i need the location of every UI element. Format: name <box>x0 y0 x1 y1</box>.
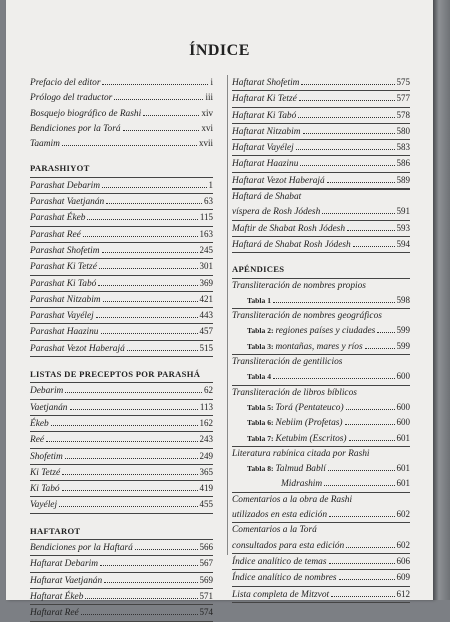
entry-title: Parashat Shofetim <box>30 245 100 256</box>
table-title: montañas, mares y ríos <box>275 341 363 352</box>
translit-libros-block <box>232 386 410 447</box>
toc-entry <box>30 292 213 308</box>
entry-title: Maftir de Shabat Rosh Jódesh <box>232 223 346 234</box>
toc-entry <box>30 400 213 416</box>
entry-title: Haftarat Ki Tetzé <box>232 94 297 105</box>
table-label: Tabla 7: <box>247 433 274 443</box>
page-number: 598 <box>396 294 410 305</box>
page-number: 115 <box>199 212 213 223</box>
toc-entry <box>232 75 410 91</box>
entry-title: víspera de Rosh Jódesh <box>232 207 321 218</box>
dot-leader <box>365 348 395 349</box>
translit-geo-block <box>232 309 410 355</box>
dot-leader <box>328 470 395 471</box>
entry-title: Reé <box>30 435 45 446</box>
toc-entry <box>30 243 213 259</box>
entry-title: Haftarat Nitzabim <box>232 126 301 137</box>
toc-entry <box>30 589 213 605</box>
dot-leader <box>303 133 395 134</box>
page-number: 365 <box>199 466 213 477</box>
page-number: 162 <box>199 417 213 428</box>
comentarios-obra-block <box>232 493 410 524</box>
toc-entry <box>232 431 410 446</box>
entry-title: Prefacio del editor <box>30 78 101 88</box>
book-edge <box>433 0 450 600</box>
toc-entry <box>232 108 410 124</box>
dot-leader <box>345 424 395 425</box>
toc-entry <box>30 227 213 243</box>
toc-entry <box>232 156 410 172</box>
toc-entry <box>30 75 213 90</box>
page-number: i <box>210 77 213 87</box>
dot-leader <box>298 117 394 118</box>
dot-leader <box>123 130 200 131</box>
page-number: xiv <box>201 107 213 118</box>
page-number: 591 <box>396 206 410 217</box>
table-title: Talmud Bablí <box>275 464 326 475</box>
dot-leader <box>143 115 199 116</box>
toc-entry <box>30 605 213 621</box>
toc-entry <box>30 121 213 136</box>
page-number: 589 <box>396 174 410 185</box>
book-page <box>6 0 433 619</box>
dot-leader <box>102 84 208 85</box>
page-number: 599 <box>396 340 410 351</box>
entry-title: Ki Tetzé <box>30 467 61 478</box>
toc-entry <box>232 554 410 570</box>
translit-gent-block <box>232 355 410 386</box>
comentarios-tora-line1: Comentarios a la Torá <box>232 525 317 536</box>
dot-leader <box>322 213 394 214</box>
page-number: 578 <box>396 109 410 120</box>
entry-title: Taamim <box>30 139 60 150</box>
dot-leader <box>327 182 395 183</box>
dot-leader <box>106 203 202 204</box>
haftarot-list-right <box>232 75 410 190</box>
toc-entry <box>232 339 410 354</box>
shabat-list <box>232 204 410 253</box>
entry-title: Lista completa de Mitzvot <box>232 589 330 600</box>
entry-title: Haftarat Ékeb <box>30 591 84 602</box>
dot-leader <box>339 579 395 580</box>
page-number: 601 <box>396 463 410 474</box>
page-number: xvi <box>201 122 213 133</box>
entry-title: Vayélej <box>30 500 58 511</box>
page-number: 515 <box>199 342 213 353</box>
page-number: 113 <box>199 401 213 412</box>
page-number: 600 <box>396 401 410 412</box>
table-label: Tabla 3: <box>247 341 274 351</box>
toc-entry <box>232 570 410 586</box>
literatura-rows <box>232 461 410 492</box>
table-title: Ketubim (Escritos) <box>275 433 347 444</box>
final-list <box>232 554 410 603</box>
dot-leader <box>101 333 198 334</box>
table-label: Tabla 6: <box>247 418 274 428</box>
page-number: iii <box>205 92 213 103</box>
entry-title: Ki Tabó <box>30 484 60 495</box>
entry-title: Índice analítico de nombres <box>232 573 337 584</box>
entry-title: Prólogo del traductor <box>30 93 113 104</box>
entry-title: Parashat Vezot Haberajá <box>30 343 125 354</box>
entry-title: consultados para esta edición <box>232 540 345 551</box>
table-title: Torá (Pentateuco) <box>275 402 344 413</box>
column-divider <box>227 75 228 555</box>
dot-leader <box>331 596 394 597</box>
dot-leader <box>85 598 197 599</box>
entry-title: Vaetjanán <box>30 402 68 413</box>
entry-title: Parashat Debarim <box>30 180 101 191</box>
entry-title: Haftarat Vayélej <box>232 143 294 154</box>
toc-entry <box>30 481 213 497</box>
entry-title: Parashat Reé <box>30 229 81 240</box>
page-number: 567 <box>199 558 213 569</box>
translit-propios-title: Transliteración de nombres propios <box>232 280 366 291</box>
apendices-header: APÉNDICES <box>232 262 410 278</box>
dot-leader <box>46 441 197 442</box>
page-number: 1 <box>208 179 213 190</box>
parashiyot-header: PARASHIYOT <box>30 161 213 177</box>
entry-title: Debarim <box>30 386 64 397</box>
toc-entry <box>232 461 410 476</box>
toc-entry <box>30 465 213 481</box>
translit-libros-rows <box>232 400 410 446</box>
table-entry <box>232 477 322 491</box>
toc-entry <box>30 308 213 324</box>
toc-entry <box>232 415 410 430</box>
dot-leader <box>81 614 198 615</box>
dot-leader <box>347 230 394 231</box>
page-number: 574 <box>199 607 213 618</box>
table-label: Tabla 8: <box>247 464 274 474</box>
page-number: 63 <box>204 196 213 207</box>
toc-entry <box>30 432 213 448</box>
toc-entry <box>232 221 410 237</box>
table-title: Midrashim <box>281 479 323 490</box>
entry-title: utilizados en esta edición <box>232 510 328 521</box>
page-number: 577 <box>396 93 410 104</box>
entry-title: Haftarat Ki Tabó <box>232 110 297 121</box>
toc-entry <box>232 323 410 338</box>
page-number: 586 <box>396 158 410 169</box>
dot-leader <box>62 490 198 491</box>
toc-entry <box>30 540 213 556</box>
page-number: 609 <box>396 572 410 583</box>
entry-title: Parashat Ékeb <box>30 213 86 224</box>
entry-title: Haftarat Debarim <box>30 559 98 570</box>
toc-entry <box>30 497 213 513</box>
toc-entry <box>30 210 213 226</box>
dot-leader <box>273 302 395 303</box>
toc-entry <box>232 293 410 308</box>
table-label: Tabla 5: <box>247 402 274 412</box>
dot-leader <box>273 378 395 379</box>
listas-header: LISTAS DE PRECEPTOS POR PARASHÁ <box>30 367 213 383</box>
entry-title: Ékeb <box>30 418 49 429</box>
toc-entry <box>30 324 213 340</box>
entry-title: Parashat Vayélej <box>30 311 94 322</box>
entry-title: Shofetim <box>30 451 63 462</box>
toc-entry <box>232 124 410 140</box>
table-label: Tabla 2: <box>247 326 274 336</box>
shabat-label: Haftará de Shabat <box>232 192 302 203</box>
page-number: 600 <box>396 371 410 382</box>
dot-leader <box>70 409 198 410</box>
entry-title: Haftarat Vaetjanán <box>30 575 103 586</box>
entry-title: Haftarat Shofetim <box>232 78 300 88</box>
comentarios-obra-line1: Comentarios a la obra de Rashi <box>232 494 353 505</box>
toc-entry <box>30 259 213 275</box>
toc-entry <box>232 237 410 253</box>
dot-leader <box>65 458 198 459</box>
page-number: 601 <box>396 432 410 443</box>
toc-entry <box>232 140 410 156</box>
dot-leader <box>346 409 395 410</box>
table-title: regiones países y ciudades <box>275 326 376 337</box>
page-number: 443 <box>199 310 213 321</box>
entry-title: Parashat Ki Tetzé <box>30 262 97 273</box>
table-entry <box>232 416 343 430</box>
dot-leader <box>353 246 395 247</box>
page-number: 583 <box>396 142 410 153</box>
entry-title: Bendiciones por la Torá <box>30 123 121 134</box>
parashiyot-list <box>30 178 213 357</box>
dot-leader <box>99 268 198 269</box>
dot-leader <box>100 565 198 566</box>
table-entry <box>232 340 363 354</box>
toc-entry <box>232 538 410 553</box>
toc-entry <box>232 587 410 603</box>
page-number: 580 <box>396 125 410 136</box>
dot-leader <box>62 474 197 475</box>
entry-title: Parashat Haazinu <box>30 327 99 338</box>
dot-leader <box>102 252 198 253</box>
page-number: 569 <box>199 574 213 585</box>
table-title: Nebiim (Profetas) <box>275 418 343 429</box>
page-number: xvii <box>198 138 213 149</box>
comentarios-tora-block <box>232 523 410 554</box>
page-number: 163 <box>199 228 213 239</box>
dot-leader <box>103 301 198 302</box>
dot-leader <box>324 485 394 486</box>
page-number: 601 <box>396 478 410 489</box>
toc-entry <box>232 204 410 220</box>
table-label: Tabla 1 <box>247 295 271 305</box>
table-entry <box>232 401 344 415</box>
page-number: 571 <box>199 590 213 601</box>
toc-entry <box>30 90 213 105</box>
page-number: 249 <box>199 450 213 461</box>
translit-libros-title: Transliteración de libros bíblicos <box>232 387 357 398</box>
dot-leader <box>329 516 394 517</box>
toc-entry <box>232 476 410 491</box>
right-column <box>232 75 410 603</box>
left-column <box>30 75 213 622</box>
entry-title: Parashat Vaetjanán <box>30 197 105 208</box>
front-matter-list <box>30 75 213 151</box>
translit-geo-title: Transliteración de nombres geográficos <box>232 311 382 322</box>
page-number: 369 <box>199 277 213 288</box>
dot-leader <box>127 350 198 351</box>
dot-leader <box>349 440 395 441</box>
toc-entry <box>30 341 213 357</box>
page-number: 600 <box>396 417 410 428</box>
toc-entry <box>30 178 213 194</box>
literatura-title: Literatura rabínica citada por Rashi <box>232 448 370 459</box>
page-number: 566 <box>199 542 213 553</box>
page-number: 599 <box>396 325 410 336</box>
dot-leader <box>65 392 202 393</box>
page-number: 457 <box>199 326 213 337</box>
page-number: 593 <box>396 222 410 233</box>
entry-title: Parashat Nitzabim <box>30 294 101 305</box>
translit-gent-title: Transliteración de gentilicios <box>232 357 343 368</box>
entry-title: Bendiciones por la Haftará <box>30 543 133 554</box>
toc-entry <box>30 573 213 589</box>
translit-geo-rows <box>232 323 410 354</box>
dot-leader <box>87 219 197 220</box>
dot-leader <box>300 165 394 166</box>
dot-leader <box>377 332 394 333</box>
table-label: Tabla 4 <box>247 372 271 382</box>
page-number: 602 <box>396 539 410 550</box>
page-number: 62 <box>204 385 213 396</box>
toc-entry <box>30 383 213 399</box>
page-number: 245 <box>199 244 213 255</box>
page-number: 243 <box>199 434 213 445</box>
entry-title: Bosquejo biográfico de Rashi <box>30 108 142 119</box>
dot-leader <box>299 100 395 101</box>
toc-entry <box>30 449 213 465</box>
entry-title: Parashat Ki Tabó <box>30 278 97 289</box>
dot-leader <box>62 145 197 146</box>
literatura-block <box>232 447 410 493</box>
toc-entry <box>30 106 213 121</box>
toc-entry <box>30 556 213 572</box>
toc-entry <box>30 194 213 210</box>
dot-leader <box>329 563 395 564</box>
haftarot-list-left <box>30 540 213 621</box>
table-entry <box>232 432 347 446</box>
dot-leader <box>104 582 197 583</box>
listas-list <box>30 383 213 513</box>
page-number: 612 <box>396 588 410 599</box>
dot-leader <box>51 425 198 426</box>
page-title: ÍNDICE <box>189 42 250 59</box>
dot-leader <box>98 285 197 286</box>
toc-entry <box>232 369 410 384</box>
haftarot-header: HAFTAROT <box>30 524 213 540</box>
entry-title: Haftarat Reé <box>30 608 79 619</box>
dot-leader <box>135 549 198 550</box>
page-number: 419 <box>199 483 213 494</box>
page-number: 606 <box>396 555 410 566</box>
dot-leader <box>296 149 395 150</box>
translit-propios-block <box>232 279 410 310</box>
toc-entry <box>30 416 213 432</box>
toc-entry <box>30 276 213 292</box>
entry-title: Haftarat Vezot Haberajá <box>232 175 325 186</box>
dot-leader <box>102 187 206 188</box>
entry-title: Haftarat Haazinu <box>232 159 299 170</box>
page-number: 421 <box>199 293 213 304</box>
dot-leader <box>346 547 394 548</box>
toc-entry <box>232 91 410 107</box>
page-number: 575 <box>396 77 410 87</box>
entry-title: Haftará de Shabat Rosh Jódesh <box>232 239 351 250</box>
page-number: 455 <box>199 499 213 510</box>
table-entry <box>232 462 326 476</box>
toc-entry <box>232 173 410 189</box>
toc-entry <box>30 136 213 151</box>
dot-leader <box>301 84 394 85</box>
table-entry <box>232 324 375 338</box>
dot-leader <box>114 99 203 100</box>
dot-leader <box>59 506 197 507</box>
page-number: 594 <box>396 238 410 249</box>
toc-entry <box>232 400 410 415</box>
page-number: 301 <box>199 261 213 272</box>
dot-leader <box>96 317 198 318</box>
toc-entry <box>232 507 410 522</box>
dot-leader <box>83 236 198 237</box>
entry-title: Índice analítico de temas <box>232 556 327 567</box>
page-number: 602 <box>396 509 410 520</box>
